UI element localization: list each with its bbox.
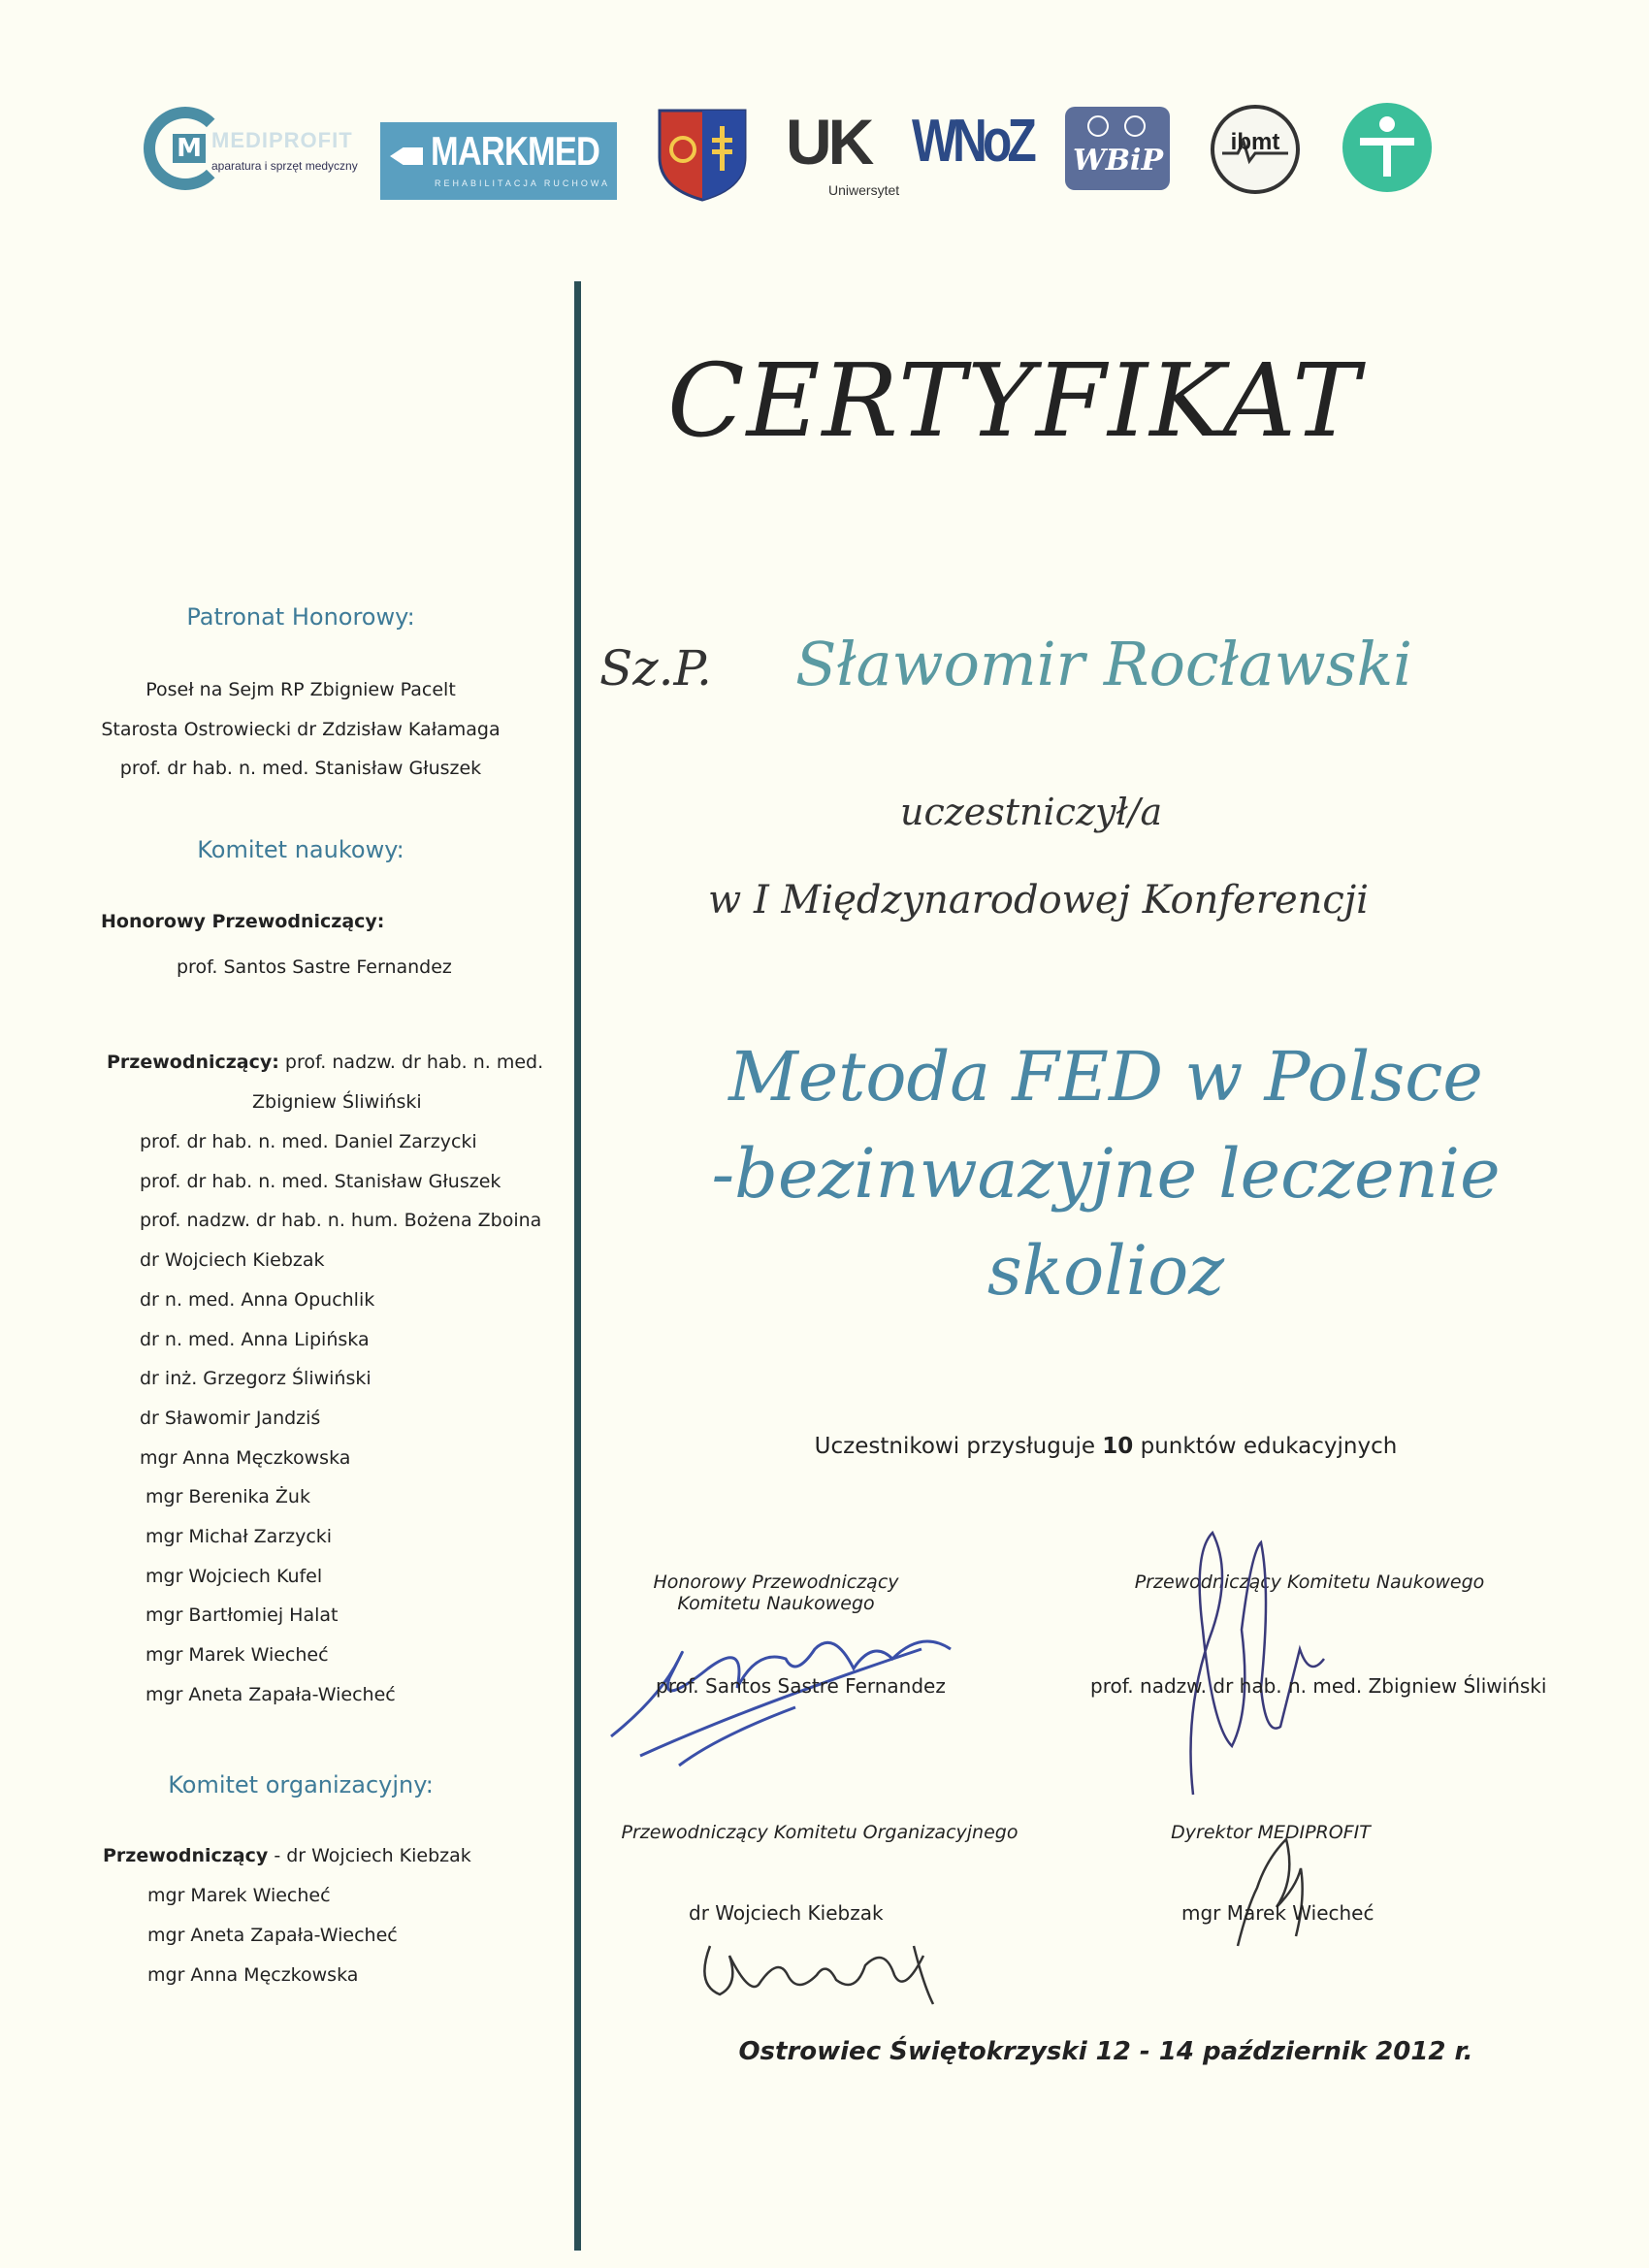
points-value: 10 [1102, 1434, 1134, 1459]
markmed-logo: MARKMED REHABILITACJA RUCHOWA [380, 122, 617, 200]
ibmt-logo [1209, 103, 1302, 196]
committee-member: mgr Aneta Zapała-Wiecheć [146, 1684, 396, 1705]
recipient-name: Sławomir Rocławski [795, 629, 1412, 699]
patronat-line: Poseł na Sejm RP Zbigniew Pacelt [146, 679, 456, 700]
committee-member: prof. dr hab. n. med. Stanisław Głuszek [140, 1171, 501, 1192]
committee-member: dr n. med. Anna Lipińska [140, 1329, 370, 1350]
committee-member: dr inż. Grzegorz Śliwiński [140, 1368, 372, 1389]
ibmt-label: ibmt [1230, 129, 1280, 155]
committee-member: dr n. med. Anna Opuchlik [140, 1289, 375, 1311]
chair-name-line1: prof. nadzw. dr hab. n. med. [284, 1052, 544, 1073]
scientific-chair-role: Przewodniczący Komitetu Naukowego [1134, 1571, 1485, 1593]
vertical-divider [574, 281, 581, 2251]
signature-director [1218, 1820, 1325, 1956]
org-member: mgr Anna Męczkowska [147, 1964, 359, 1986]
committee-member: mgr Anna Męczkowska [140, 1447, 351, 1469]
committee-member: mgr Marek Wiecheć [146, 1644, 329, 1666]
topic-line: skolioz [986, 1231, 1225, 1311]
org-chair-line [103, 1845, 471, 1866]
patronat-title: Patronat Honorowy: [186, 603, 415, 631]
committee-member: mgr Wojciech Kufel [146, 1566, 323, 1587]
committee-member: dr Wojciech Kiebzak [140, 1249, 325, 1271]
patronat-line: Starosta Ostrowiecki dr Zdzisław Kałamaga [101, 719, 501, 740]
honorary-chair-role: Honorowy Przewodniczący Komitetu Naukowego [653, 1571, 899, 1614]
topic-block [621, 1028, 1591, 1319]
organizing-chair-role: Przewodniczący Komitetu Organizacyjnego [621, 1822, 1018, 1843]
topic-line: Metoda FED w Polsce [728, 1037, 1483, 1117]
certificate-title: CERTYFIKAT [667, 341, 1362, 460]
honorary-chair-label: Honorowy Przewodniczący: [101, 911, 385, 932]
honorary-chair-name: prof. Santos Sastre Fernandez [656, 1674, 946, 1698]
participated-text: uczestniczył/a [900, 791, 1163, 833]
coat-of-arms-icon [656, 107, 749, 202]
markmed-arrow-icon [390, 147, 423, 165]
points-statement: Uczestnikowi przysługuje 10 punktów edukacyjnych [814, 1434, 1398, 1459]
chair-name-line2: Zbigniew Śliwiński [252, 1091, 422, 1113]
signature-scientific-chair [1154, 1513, 1339, 1804]
director-role: Dyrektor MEDIPROFIT [1171, 1822, 1371, 1843]
org-chair-name: - dr Wojciech Kiebzak [274, 1845, 471, 1866]
chair-label: Przewodniczący: [107, 1052, 279, 1073]
committee-member: prof. nadzw. dr hab. n. hum. Bożena Zboina [140, 1210, 542, 1231]
honorary-chair-name: prof. Santos Sastre Fernandez [177, 956, 452, 978]
conference-text: w I Międzynarodowej Konferencji [708, 878, 1369, 923]
chair-line [107, 1052, 543, 1073]
patronat-line: prof. dr hab. n. med. Stanisław Głuszek [119, 758, 482, 779]
committee-member: prof. dr hab. n. med. Daniel Zarzycki [140, 1131, 477, 1152]
green-cross-icon [1341, 101, 1434, 194]
committee-member: dr Sławomir Jandziś [140, 1408, 321, 1429]
committee-member: mgr Berenika Żuk [146, 1486, 310, 1507]
mediprofit-logo: M MEDIPROFIT aparatura i sprzęt medyczny [144, 107, 369, 194]
scientific-chair-name: prof. nadzw. dr hab. n. med. Zbigniew Śliwiński [1090, 1674, 1547, 1698]
org-chair-label: Przewodniczący [103, 1845, 269, 1866]
org-member: mgr Aneta Zapała-Wiecheć [147, 1925, 398, 1946]
place-and-date: Ostrowiec Świętokrzyski 12 - 14 październik 2012 r. [738, 2037, 1473, 2066]
signature-organizing-chair [691, 1927, 953, 2014]
topic-line: -bezinwazyjne leczenie [711, 1134, 1501, 1214]
organizing-chair-name: dr Wojciech Kiebzak [689, 1901, 884, 1925]
university-logo: UK Uniwersytet [786, 106, 900, 198]
committee-member: mgr Michał Zarzycki [146, 1526, 333, 1547]
director-name: mgr Marek Wiecheć [1181, 1901, 1374, 1925]
naukowy-title: Komitet naukowy: [197, 836, 404, 863]
org-member: mgr Marek Wiecheć [147, 1885, 331, 1906]
wnoz-logo: WNoZ [912, 108, 1033, 175]
committee-member: mgr Bartłomiej Halat [146, 1604, 339, 1626]
org-title: Komitet organizacyjny: [168, 1771, 434, 1798]
wbip-logo: WBiP [1065, 107, 1170, 190]
salutation: Sz.P. [599, 640, 712, 697]
